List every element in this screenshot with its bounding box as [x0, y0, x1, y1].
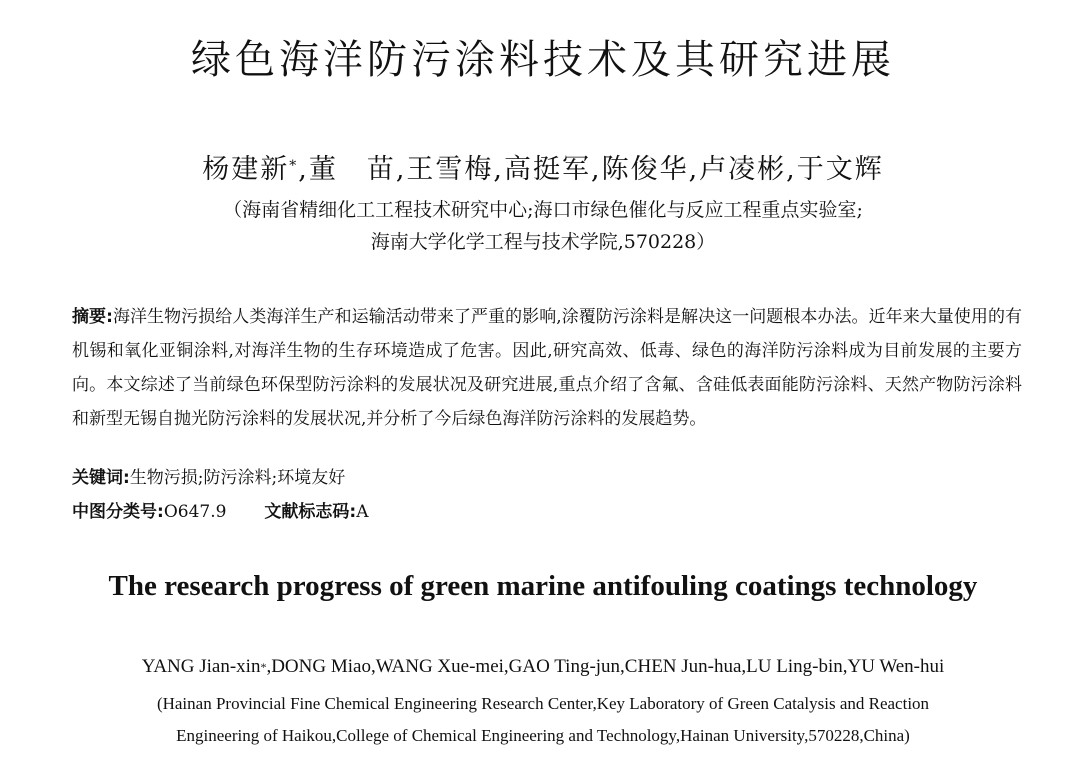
abstract-text: 海洋生物污损给人类海洋生产和运输活动带来了严重的影响,涂覆防污涂料是解决这一问题根本办法。近年来大量使用的有机锡和氧化亚铜涂料,对海洋生物的生存环境造成了危害。因此,研究高效、低毒、绿色的海洋防污涂料成为目前发展的主要方向。本文综述了当前绿色环保型防污涂料的发展状况及研究进展,重点介绍了含氟、含硅低表面能防污涂料、天然产物防污涂料和新型无锡自抛光防污涂料的发展状况,并分析了今后绿色海洋防污涂料的发展趋势。	[72, 307, 1022, 429]
chinese-affiliation-line-2: 海南大学化学工程与技术学院,570228）	[370, 231, 716, 253]
english-affiliation-line-2: Engineering of Haikou,College of Chemical Engineering and Technology,Hainan University,570228,China)	[176, 726, 910, 745]
corresponding-mark-cn: *	[289, 158, 299, 174]
other-authors-en: ,DONG Miao,WANG Xue-mei,GAO Ting-jun,CHEN Jun-hua,LU Ling-bin,YU Wen-hui	[266, 656, 945, 677]
other-authors-cn: ,董 苗,王雪梅,高挺军,陈俊华,卢凌彬,于文辉	[298, 154, 884, 185]
english-title: The research progress of green marine antifouling coatings technology	[108, 570, 978, 602]
document-code-value: A	[356, 502, 369, 522]
keywords	[72, 464, 345, 492]
clc-label: 中图分类号:	[72, 502, 164, 522]
corresponding-mark-en: *	[260, 660, 267, 674]
english-affiliation-line-1: (Hainan Provincial Fine Chemical Engineering Research Center,Key Laboratory of Green Catalysis and Reaction	[156, 694, 930, 713]
document-code-label: 文献标志码:	[264, 502, 357, 522]
chinese-title: 绿色海洋防污涂料技术及其研究进展	[191, 37, 895, 83]
clc-value: O647.9	[163, 502, 227, 522]
keywords-text: 生物污损;防污涂料;环境友好	[129, 468, 346, 488]
abstract-label: 摘要:	[72, 307, 113, 327]
chinese-abstract	[72, 300, 1022, 436]
chinese-affiliation-line-1: （海南省精细化工工程技术研究中心;海口市绿色催化与反应工程重点实验室;	[223, 199, 863, 221]
classification-line	[72, 498, 369, 526]
first-author-en: YANG Jian-xin	[141, 656, 261, 677]
first-author-cn: 杨建新	[202, 154, 290, 185]
english-author-list	[0, 654, 1086, 680]
keywords-label: 关键词:	[72, 468, 130, 488]
chinese-author-list	[0, 152, 1086, 188]
